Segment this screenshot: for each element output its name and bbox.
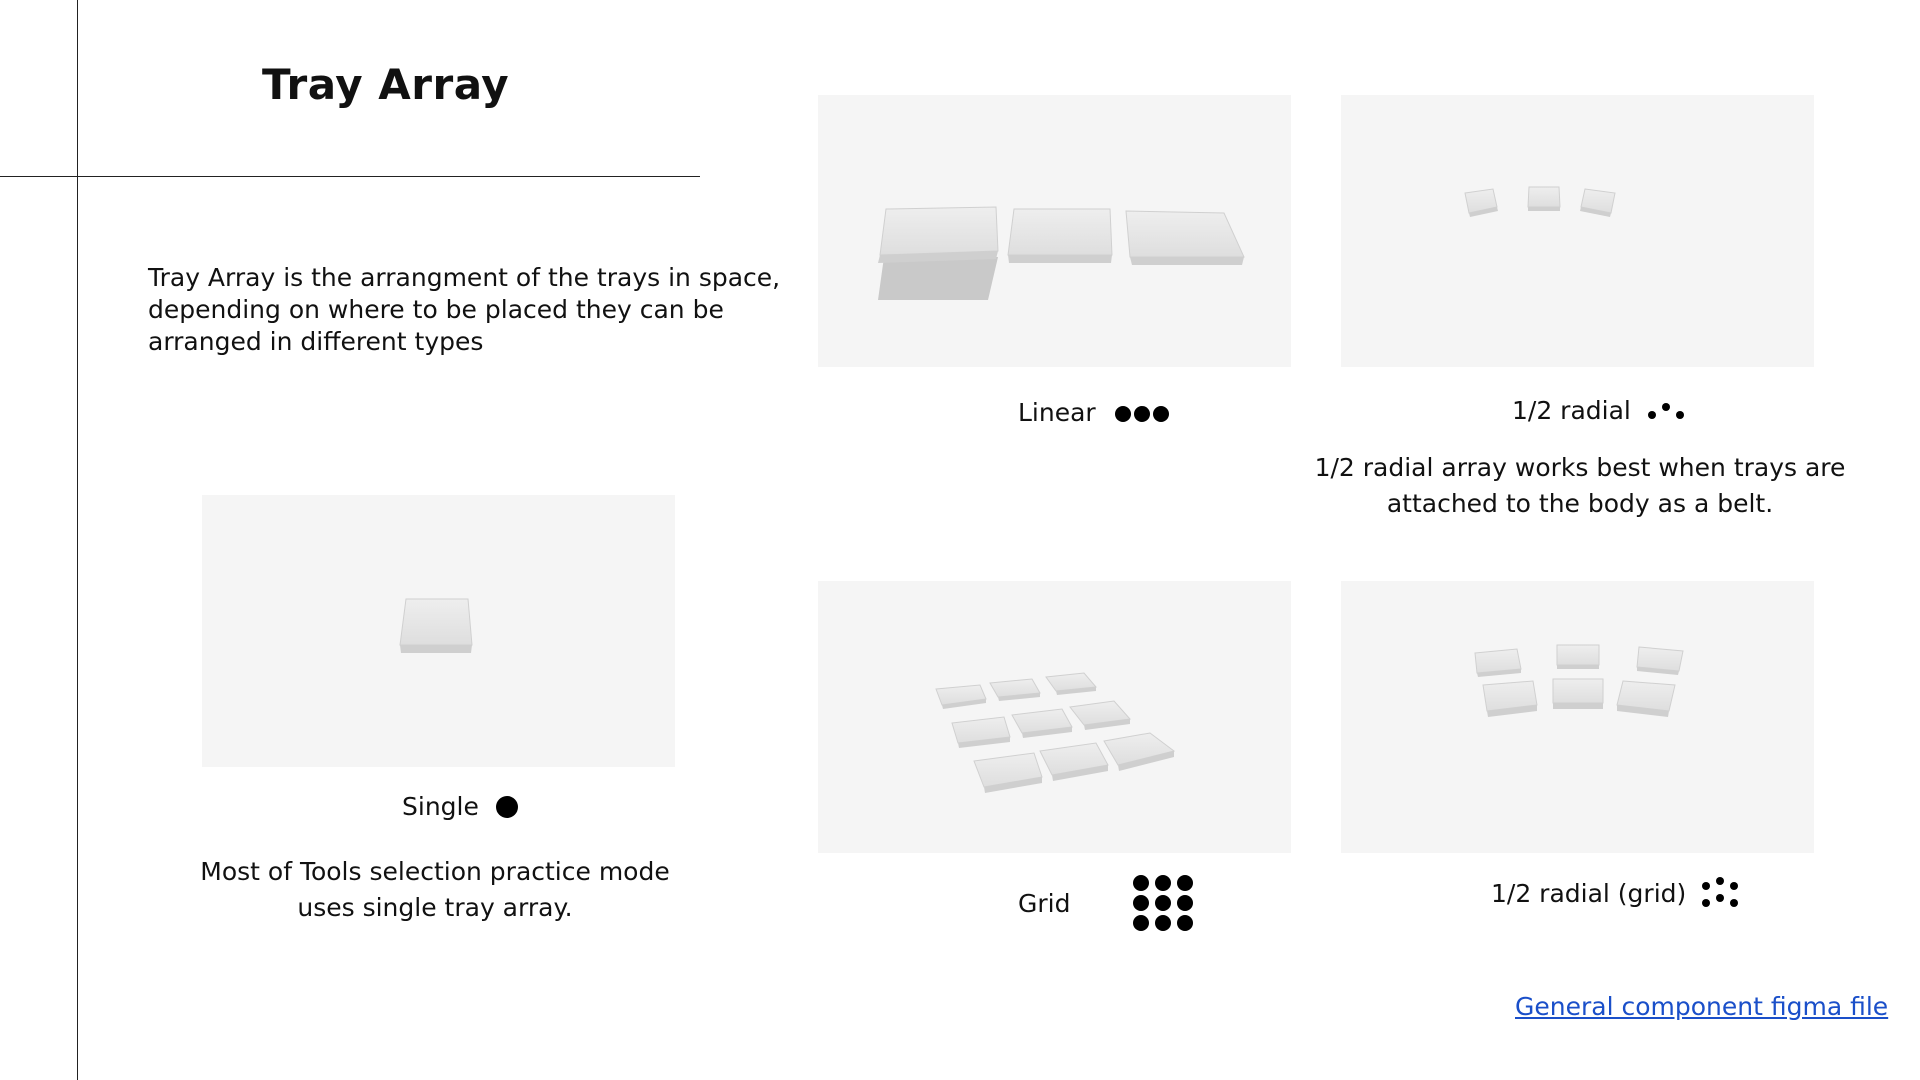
half-radial-grid-label: [1491, 876, 1740, 910]
single-caption-line1: Most of Tools selection practice mode: [200, 857, 670, 886]
half-radial-label: [1512, 396, 1687, 425]
half-radial-array-image: [1341, 95, 1814, 367]
single-dot-icon: [495, 795, 519, 819]
grid-label: [1018, 874, 1194, 932]
nine-dots-grid-icon: [1132, 874, 1194, 932]
linear-label: [1018, 398, 1170, 427]
half-radial-caption-line1: 1/2 radial array works best when trays are: [1314, 453, 1846, 482]
linear-label-text: Linear: [1018, 398, 1096, 427]
single-caption: [175, 854, 695, 926]
intro-text: Tray Array is the arrangment of the trays in space, depending on where to be placed they can be arranged in different types: [148, 263, 781, 356]
figma-file-link[interactable]: General component figma file: [1515, 992, 1889, 1021]
three-dots-arc-icon: [1647, 400, 1687, 422]
six-dots-arc-grid-icon: [1700, 876, 1740, 910]
single-array-image: [202, 495, 675, 767]
horizontal-divider: [0, 176, 700, 177]
half-radial-caption-line2: attached to the body as a belt.: [1386, 489, 1774, 518]
single-label-text: Single: [402, 792, 479, 821]
half-radial-grid-label-text: 1/2 radial (grid): [1491, 878, 1687, 908]
grid-label-text: Grid: [1018, 888, 1071, 918]
single-label: [402, 792, 519, 821]
grid-array-image: [818, 581, 1291, 853]
half-radial-grid-array-image: [1341, 581, 1814, 853]
linear-array-image: [818, 95, 1291, 367]
vertical-divider: [77, 0, 78, 1080]
page-title: Tray Array: [262, 60, 510, 109]
half-radial-label-text: 1/2 radial: [1512, 396, 1631, 425]
half-radial-caption: [1310, 450, 1850, 522]
single-caption-line2: uses single tray array.: [297, 893, 573, 922]
three-dots-linear-icon: [1114, 403, 1170, 423]
